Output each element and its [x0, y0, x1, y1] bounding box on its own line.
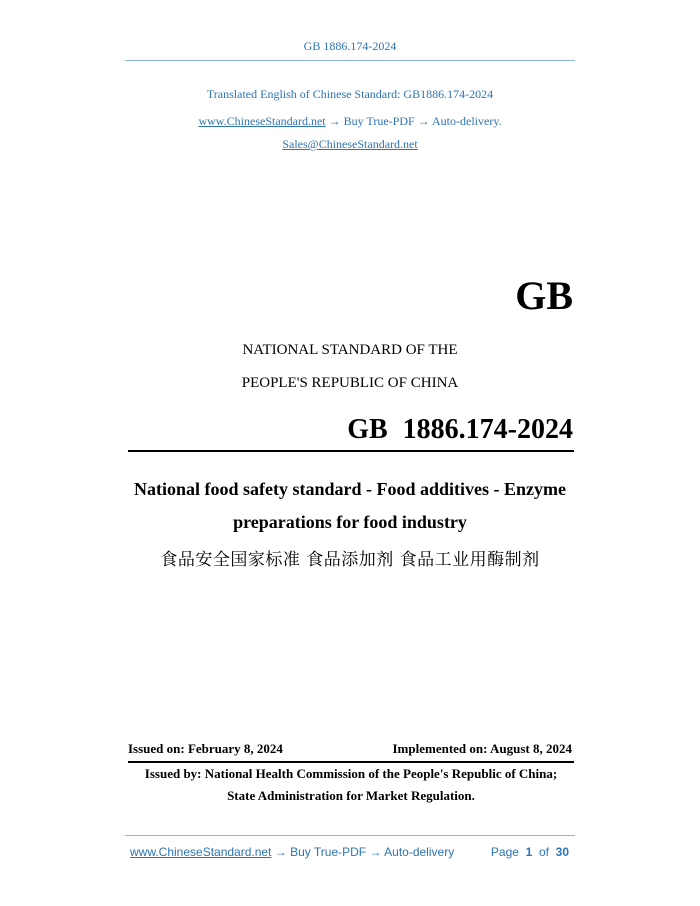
issued-by-line-2: State Administration for Market Regulation.	[227, 788, 475, 803]
buy-text: Buy True-PDF	[343, 114, 415, 128]
translation-notice: Translated English of Chinese Standard: GB1886.174-2024	[206, 87, 494, 101]
footer-buy-text: Buy True-PDF	[290, 845, 367, 859]
footer-purchase-line	[130, 845, 454, 859]
issuance-divider	[128, 761, 574, 763]
issued-by-line-1: Issued by: National Health Commission of the People's Republic of China;	[144, 766, 558, 781]
national-standard-line-2: PEOPLE'S REPUBLIC OF CHINA	[241, 375, 459, 391]
arrow-icon: →	[328, 114, 341, 128]
site-link[interactable]: www.ChineseStandard.net	[198, 114, 326, 128]
arrow-icon: →	[274, 845, 287, 859]
national-standard-line-1: NATIONAL STANDARD OF THE	[242, 342, 458, 358]
arrow-icon: →	[369, 845, 382, 859]
issued-on-date: Issued on: February 8, 2024	[128, 741, 283, 756]
running-header: GB 1886.174-2024	[303, 39, 397, 53]
delivery-text: Auto-delivery.	[432, 114, 502, 128]
email-line	[0, 137, 700, 152]
document-title-chinese: 食品安全国家标准 食品添加剂 食品工业用酶制剂	[160, 550, 540, 570]
implemented-on-date: Implemented on: August 8, 2024	[392, 741, 572, 756]
gb-logo: GB	[515, 273, 573, 318]
page-indicator	[491, 845, 569, 859]
document-title-line-2: preparations for food industry	[233, 512, 467, 532]
arrow-icon: →	[417, 114, 430, 128]
footer-divider	[125, 835, 575, 836]
document-title-line-1: National food safety standard - Food additives - Enzyme	[133, 479, 566, 499]
standard-divider	[128, 450, 574, 452]
purchase-line	[0, 114, 700, 129]
email-link[interactable]: Sales@ChineseStandard.net	[282, 137, 418, 151]
page-of: of	[538, 845, 549, 859]
page-total: 30	[555, 845, 569, 859]
footer-site-link[interactable]: www.ChineseStandard.net	[130, 845, 272, 859]
header-divider	[125, 60, 575, 61]
page-current: 1	[525, 845, 533, 859]
page-label: Page	[490, 845, 519, 859]
footer-delivery-text: Auto-delivery	[384, 845, 455, 859]
standard-number: GB 1886.174-2024	[347, 414, 573, 445]
